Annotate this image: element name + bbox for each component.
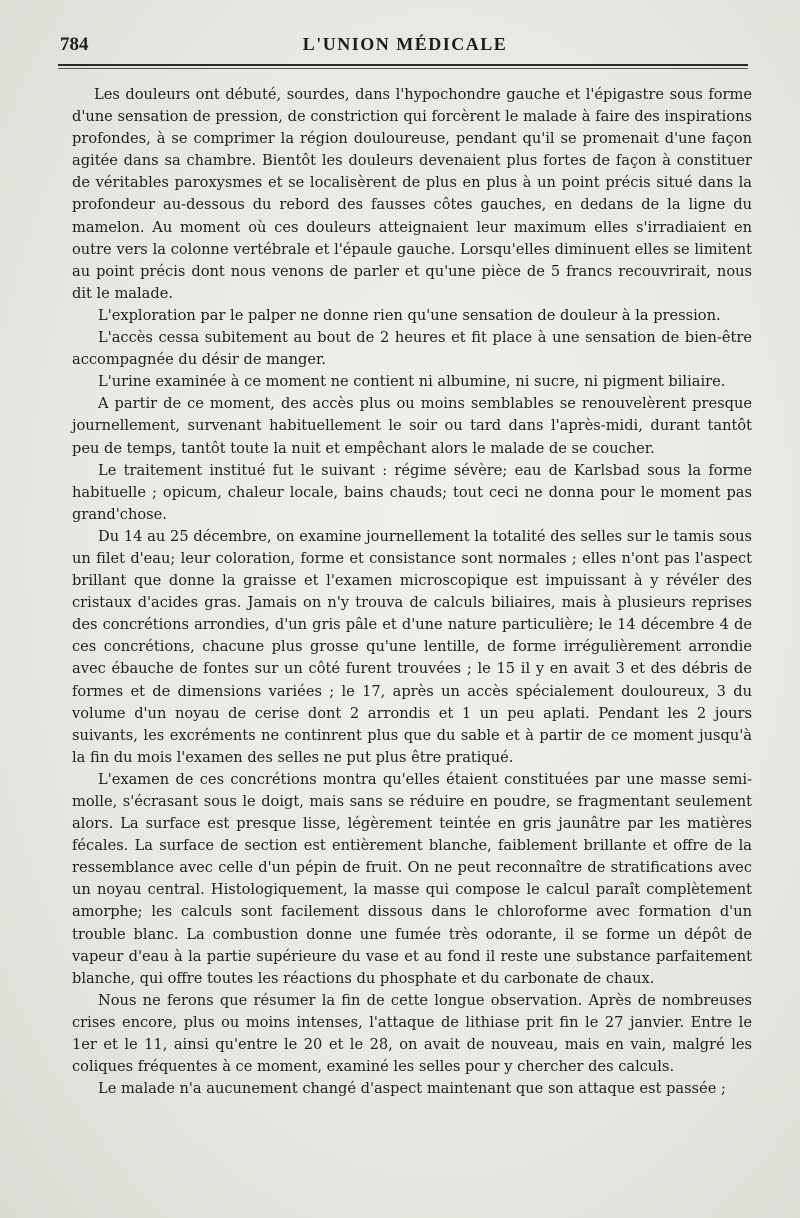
running-title: L'UNION MÉDICALE: [302, 34, 508, 54]
body-text: [72, 84, 752, 1100]
page-number: 784: [60, 34, 89, 55]
paragraph: Du 14 au 25 décembre, on examine journellement la totalité des selles sur le tamis sous un filet d'eau; leur coloration, forme et consistance sont normales ; elles n'ont pas l'aspect brillant que donne la graisse et l'examen microscopique est impuissant à y révéler des cristaux d'acides gras. Jamais on n'y trouva de calculs biliaires, mais à plusieurs reprises des concrétions arrondies, d'un gris pâle et d'une nature particulière; le 14 décembre 4 de ces concrétions, chacune plus grosse qu'une lentille, de forme irrégulièrement arrondie avec ébauche de fontes sur un côté furent trouvées ; le 15 il y en avait 3 et des débris de formes et de dimensions variées ; le 17, après un accès spécialement douloureux, 3 du volume d'un noyau de cerise dont 2 arrondis et 1 un peu aplati. Pendant les 2 jours suivants, les excréments ne continrent plus que du sable et à partir de ce moment jusqu'à la fin du mois l'examen des selles ne put plus être pratiqué.: [72, 527, 752, 766]
page-header: [60, 34, 750, 58]
header-rule: [58, 64, 748, 66]
paragraph: Les douleurs ont débuté, sourdes, dans l'hypochondre gauche et l'épigastre sous forme d'une sensation de pression, de constriction qui forcèrent le malade à faire des inspirations profondes, à se comprimer la région douloureuse, pendant qu'il se promenait d'une façon agitée dans sa chambre. Bientôt les douleurs devenaient plus fortes de façon à constituer de véritables paroxysmes et se localisèrent de plus en plus à un point précis situé dans la profondeur au-dessous du rebord des fausses côtes gauches, en dedans de la ligne du mamelon. Au moment où ces douleurs atteignaient leur maximum elles s'irradiaient en outre vers la colonne vertébrale et l'épaule gauche. Lorsqu'elles diminuent elles se limitent au point précis dont nous venons de parler et qu'une pièce de 5 francs recouvrirait, nous dit le malade.: [72, 86, 752, 302]
paragraph: L'examen de ces concrétions montra qu'elles étaient constituées par une masse semi-molle, s'écrasant sous le doigt, mais sans se réduire en poudre, se fragmentant seulement alors. La surface est presque lisse, légèrement teintée en gris jaunâtre par les matières fécales. La surface de section est entièrement blanche, faiblement brillante et offre de la ressemblance avec celle d'un pépin de fruit. On ne peut reconnaître de stratifications avec un noyau central. Histologiquement, la masse qui compose le calcul paraît complètement amorphe; les calculs sont facilement dissous dans le chloroforme avec formation d'un trouble blanc. La combustion donne une fumée très odorante, il se forme un dépôt de vapeur d'eau à la partie supérieure du vase et au fond il reste une substance parfaitement blanche, qui offre toutes les réactions du phosphate et du carbonate de chaux.: [72, 770, 752, 987]
paragraph: Le traitement institué fut le suivant : régime sévère; eau de Karlsbad sous la forme habituelle ; opicum, chaleur locale, bains chauds; tout ceci ne donna pour le moment pas grand'chose.: [72, 461, 752, 523]
header-rule-thin: [58, 68, 748, 69]
paragraph: L'exploration par le palper ne donne rien qu'une sensation de douleur à la pression.: [98, 306, 721, 324]
paragraph: Le malade n'a aucunement changé d'aspect maintenant que son attaque est passée ;: [98, 1080, 726, 1098]
paragraph: A partir de ce moment, des accès plus ou moins semblables se renouvelèrent presque journellement, survenant habituellement le soir ou tard dans l'après-midi, durant tantôt peu de temps, tantôt toute la nuit et empêchant alors le malade de se coucher.: [72, 395, 752, 457]
paragraph: Nous ne ferons que résumer la fin de cette longue observation. Après de nombreuses crises encore, plus ou moins intenses, l'attaque de lithiase prit fin le 27 janvier. Entre le 1er et le 11, ainsi qu'entre le 20 et le 28, on avait de nouveau, mais en vain, malgré les coliques fréquentes à ce moment, examiné les selles pour y chercher des calculs.: [72, 991, 752, 1076]
paragraph: L'accès cessa subitement au bout de 2 heures et fit place à une sensation de bien-être accompagnée du désir de manger.: [72, 329, 752, 369]
paragraph: L'urine examinée à ce moment ne contient ni albumine, ni sucre, ni pigment biliaire.: [98, 373, 726, 391]
